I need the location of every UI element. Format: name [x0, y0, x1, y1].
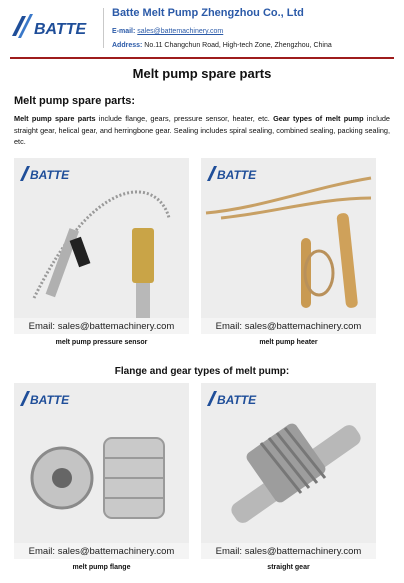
intro-bold-2: Gear types of melt pump — [273, 114, 364, 123]
batte-logo — [8, 10, 94, 44]
product-card-heater[interactable] — [201, 158, 376, 334]
email-label: E-mail: — [112, 28, 136, 35]
svg-text:BATTE: BATTE — [30, 393, 70, 407]
intro-paragraph — [14, 113, 390, 148]
svg-text:BATTE: BATTE — [30, 168, 70, 182]
logo-text: BATTE — [34, 21, 87, 38]
svg-text:BATTE: BATTE — [217, 168, 257, 182]
contact-block — [112, 25, 332, 53]
intro-text-1: include flange, gears, pressure sensor, heater, etc. — [95, 114, 274, 123]
caption-flange: melt pump flange — [72, 564, 131, 571]
card-email: Email: sales@battemachinery.com — [28, 546, 175, 557]
heater-image — [201, 158, 376, 334]
company-name: Batte Melt Pump Zhengzhou Co., Ltd — [112, 7, 304, 19]
caption-heater: melt pump heater — [259, 339, 318, 346]
card-email: Email: sales@battemachinery.com — [215, 546, 362, 557]
page-title: Melt pump spare parts — [132, 66, 272, 81]
product-card-straight-gear[interactable] — [201, 383, 376, 559]
straight-gear-image — [201, 383, 376, 559]
pressure-sensor-image — [14, 158, 189, 334]
address-text: No.11 Changchun Road, High-tech Zone, Zhengzhou, China — [144, 42, 332, 49]
svg-text:BATTE: BATTE — [217, 393, 257, 407]
intro-bold-1: Melt pump spare parts — [14, 114, 96, 123]
caption-pressure-sensor: melt pump pressure sensor — [55, 339, 148, 346]
header-divider — [103, 8, 104, 48]
intro-text-2: include straight gear, helical gear, and herringbone gear. Sealing includes spiral sealing, combined sealing, packing sealing, etc. — [14, 114, 390, 146]
section-heading-flange-gears: Flange and gear types of melt pump: — [114, 366, 290, 377]
header-email-link[interactable]: sales@battemachinery.com — [137, 28, 224, 35]
card-email: Email: sales@battemachinery.com — [28, 321, 175, 332]
product-card-pressure-sensor[interactable] — [14, 158, 189, 334]
product-card-flange[interactable] — [14, 383, 189, 559]
flange-image — [14, 383, 189, 559]
header-rule — [10, 57, 394, 59]
section-heading: Melt pump spare parts: — [14, 95, 136, 107]
caption-straight-gear: straight gear — [267, 564, 310, 571]
card-email: Email: sales@battemachinery.com — [215, 321, 362, 332]
address-label: Address: — [112, 42, 143, 49]
page-header — [0, 0, 404, 60]
